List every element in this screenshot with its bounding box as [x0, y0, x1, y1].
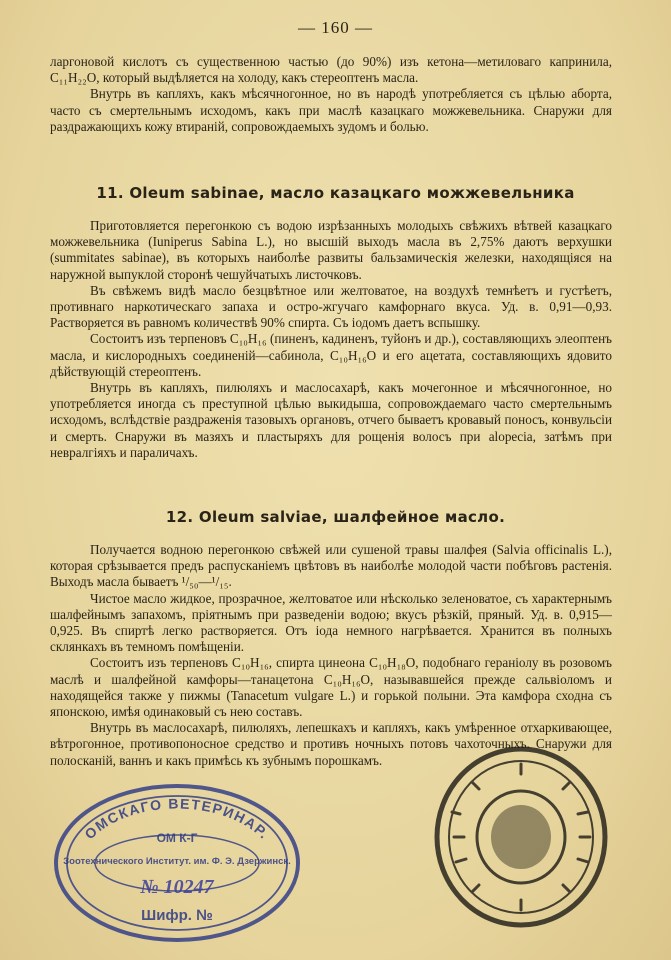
round-seal-image	[432, 742, 610, 932]
section-11-paragraph-3: Состоитъ изъ терпеновъ C₁₀H₁₆ (пиненъ, кадиненъ, туйонъ и др.), составляющихъ элеоптенъ масла, и кислородныхъ соединеній—сабинола, C₁₀H₁₆O и его ацетата, составляющихъ ядовито дѣйствующій стереоптенъ.	[50, 331, 612, 379]
section-12-heading: 12. Oleum salviae, шалфейное масло.	[165, 508, 506, 526]
intro-text	[50, 54, 612, 135]
intro-paragraph-2: Внутрь въ капляхъ, какъ мѣсячногонное, но въ народѣ употребляется съ цѣлью аборта, часто съ смертельнымъ исходомъ, какъ при маслѣ казацкаго можжевельника. Снаружи для раздражающихъ кожу втираній, сопровождаемыхъ зудомъ и болью.	[50, 86, 612, 134]
library-stamp-seal	[52, 782, 302, 944]
intro-paragraph-1: ларгоновой кислотъ съ существенною частью (до 90%) изъ кетона—метиловаго капринила, C₁₁H₂₂O, который выдѣляется на холоду, какъ стереоптенъ масла.	[50, 54, 612, 86]
library-stamp	[52, 782, 302, 944]
section-11-heading: 11. Oleum sabinae, масло казацкаго можжевельника	[96, 184, 575, 202]
stamp-arc-text: ОМСКАГО ВЕТЕРИНАР.	[81, 795, 273, 843]
stamp-line-2: ОМ К-Г	[156, 831, 198, 845]
section-11-text	[50, 218, 612, 461]
section-12-paragraph-4: Внутрь въ маслосахарѣ, пилюляхъ, лепешкахъ и капляхъ, какъ умѣренное отхаркивающее, вѣтрогонное, противопоносное средство и противъ ночныхъ потовъ чахоточныхъ. Снаружи для полосканій, ваннъ и какъ примѣсь къ зубнымъ порошкамъ.	[50, 720, 612, 768]
section-12-paragraph-3: Состоитъ изъ терпеновъ C₁₀H₁₆, спирта цинеона C₁₀H₁₈O, подобнаго гераніолу въ розовомъ маслѣ и шалфейной камфоры—танацетона C₁₀H₁₆O, называвшейся прежде сальвіоломъ и находящейся также у пижмы (Tanacetum vulgare L.) и горькой полыни. Эта камфора сходна съ японскою, имѣя одинаковый съ нею составъ.	[50, 655, 612, 720]
section-12-paragraph-1: Получается водною перегонкою свѣжей или сушеной травы шалфея (Salvia officinalis L.), которая срѣзывается предъ распусканіемъ цвѣтовъ въ наиболѣе молодой части побѣговъ растенія. Выходъ масла бываетъ ¹/₅₀—¹/₁₅.	[50, 542, 612, 590]
round-seal	[432, 742, 610, 932]
stamp-handwritten-number: № 10247	[140, 876, 214, 898]
stamp-line-3: Зоотехнического Институт. им. Ф. Э. Дзержинск.	[63, 856, 291, 867]
stamp-line-5: Шифр. №	[141, 907, 213, 924]
section-11-paragraph-2: Въ свѣжемъ видѣ масло безцвѣтное или желтоватое, на воздухѣ темнѣетъ и густѣетъ, противнаго наркотическаго запаха и остро-жгучаго камфорнаго вкуса. Уд. в. 0,91—0,93. Растворяется въ равномъ количествѣ 90% спирта. Съ іодомъ даетъ вспышку.	[50, 282, 612, 331]
section-11-paragraph-4: Внутрь въ капляхъ, пилюляхъ и маслосахарѣ, какъ мочегонное и мѣсячногонное, но употребляется иногда съ преступной цѣлью выкидыша, сопровождаемаго часто смертельнымъ исходомъ, вслѣдствіе раздраженія тазовыхъ органовъ, отчего бываетъ кровавый поносъ, конвульсіи и смерть. Снаружи въ мазяхъ и пластыряхъ для рощенія волосъ при alopecia, затѣмъ при невралгіяхъ и параличахъ.	[50, 380, 612, 460]
section-12-paragraph-2: Чистое масло жидкое, прозрачное, желтоватое или нѣсколько зеленоватое, съ характернымъ шалфейнымъ запахомъ, пріятнымъ при разведеніи водою; вкусъ рѣзкій, пряный. Уд. в. 0,915—0,925. Въ спиртѣ легко растворяется. Отъ іода немного нагрѣвается. Хранится въ полныхъ склянкахъ въ темномъ помѣщеніи.	[50, 590, 612, 655]
section-12-text	[50, 542, 612, 769]
section-11-paragraph-1: Приготовляется перегонкою съ водою изрѣзанныхъ молодыхъ свѣжихъ вѣтвей казацкаго можжевельника (Iuniperus Sabina L.), но высшій выходъ масла въ 2,75% даютъ верхушки (summitates sabinae), въ которыхъ наиболѣе развиты бальзамическія железки, находящіяся на наружной выпуклой сторонѣ чешуйчатыхъ листочковъ.	[50, 218, 612, 282]
page-number: — 160 —	[298, 18, 373, 37]
